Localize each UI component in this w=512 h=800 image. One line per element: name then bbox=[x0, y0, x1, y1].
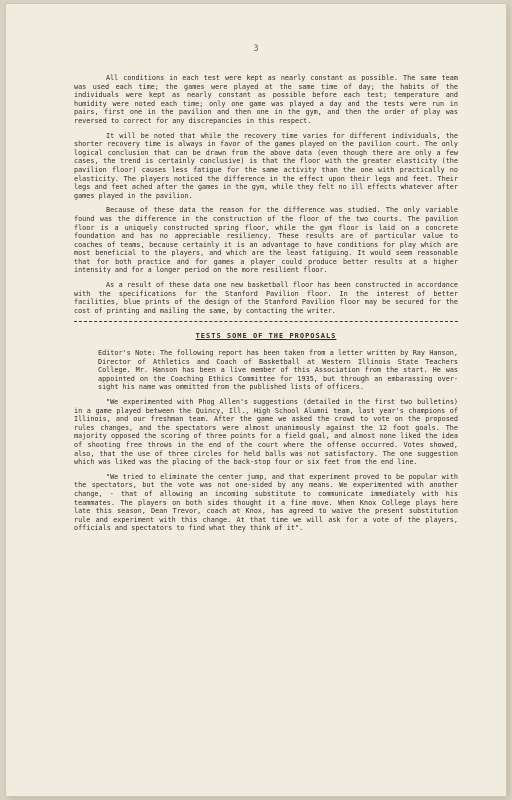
paragraph-recovery-time: It will be noted that while the recovery time varies for different individuals, the shorter recovery time is always in favor of the games played on the pavilion court. The only logical conclusion that can be drawn from the above data (even though there are only a few cases, the trend is certainly conclusive) is that the floor with the greater elasticity (the pavilion floor) causes less fatigue for the same activity than the one with practically no elasticity. The players noticed the difference in the effect upon their legs and feet. Their legs and feet ached after the games in the gym, while they felt no ill effects whatever after games played in the pavilion. bbox=[74, 131, 463, 200]
paragraph-experiments: "We experimented with Phog Allen's suggestions (detailed in the first two bulletins) in a game played between the Quincy, Ill., High School Alumni team, last year's champions of Illinois, and our freshman team. After the game we asked the crowd to vote on the proposed rules changes, and the spectators were almost unanimously against the 12 foot goals. The majority opposed the scoring of three points for a field goal, and almost none liked the idea of shooting free throws in the end of the court where the offense occurred. Votes showed, also, that the use of three circles for held balls was not satisfactory. The one suggestion which was liked was the placing of the back-stop four or six feet from the end line. bbox=[74, 398, 463, 467]
document-page bbox=[6, 4, 506, 796]
paragraph-conditions: All conditions in each test were kept as nearly constant as possible. The same team was used each time; the games were played at the same time of day; the habits of the individuals were kept as nearly constant as possible before each test; temperature and humidity were noted each time; only one game was played a day and the tests were run in pairs, first one in the pavilion and then one in the gym, and then the order of play was reversed to correct for any discrepancies in this respect. bbox=[74, 74, 463, 125]
section-title: TESTS SOME OF THE PROPOSALS bbox=[195, 332, 337, 341]
section-divider bbox=[74, 321, 458, 322]
document-body bbox=[74, 74, 463, 539]
page-number: 3 bbox=[253, 44, 259, 54]
paragraph-floor-difference: Because of these data the reason for the difference was studied. The only variable found was the difference in the construction of the floor of the two courts. The pavilion floor is a uniquely constructed spring floor, while the gym floor is laid on a concrete foundation and has no appreciable resiliency. These results are of particular value to coaches of teams, because certainly it is an advantage to have conditions for play which are most beneficial to the players, and which are the least fatiguing. It would seem reasonable that for both practice and for games a player could produce better results at a higher intensity and for a longer period on the more resilient floor. bbox=[74, 206, 463, 275]
editors-note: Editor's Note: The following report has been taken from a letter written by Ray Hanson, Director of Athletics and Coach of Basketball at Western Illinois State Teachers College. Mr. Hanson has been a live member of this Association from the start. He was appointed on the Coaching Ethics Committee for 1935, but through an embarassing over-sight his name was ommitted from the published lists of officers. bbox=[98, 349, 463, 392]
paragraph-new-floor: As a result of these data one new basketball floor has been constructed in accordance with the specifications for the Stanford Pavilion floor. In the interest of better facilities, blue prints of the design of the Stanford Pavilion floor may be secured for the cost of printing and mailing the same, by contacting the writer. bbox=[74, 281, 463, 315]
paragraph-center-jump: "We tried to eliminate the center jump, and that experiment proved to be popular with the spectators, but the vote was not one-sided by any means. We experimented with another change, - that of allowing an incoming substitute to communicate immediately with his teammates. The players on both sides thought it a fine move. When Knox College plays here late this season, Dean Trevor, coach at Knox, has agreed to waive the present substitution rule and experiment with this change. At that time we will ask for a vote of the players, officials and spectators to find what they think of it". bbox=[74, 472, 463, 533]
